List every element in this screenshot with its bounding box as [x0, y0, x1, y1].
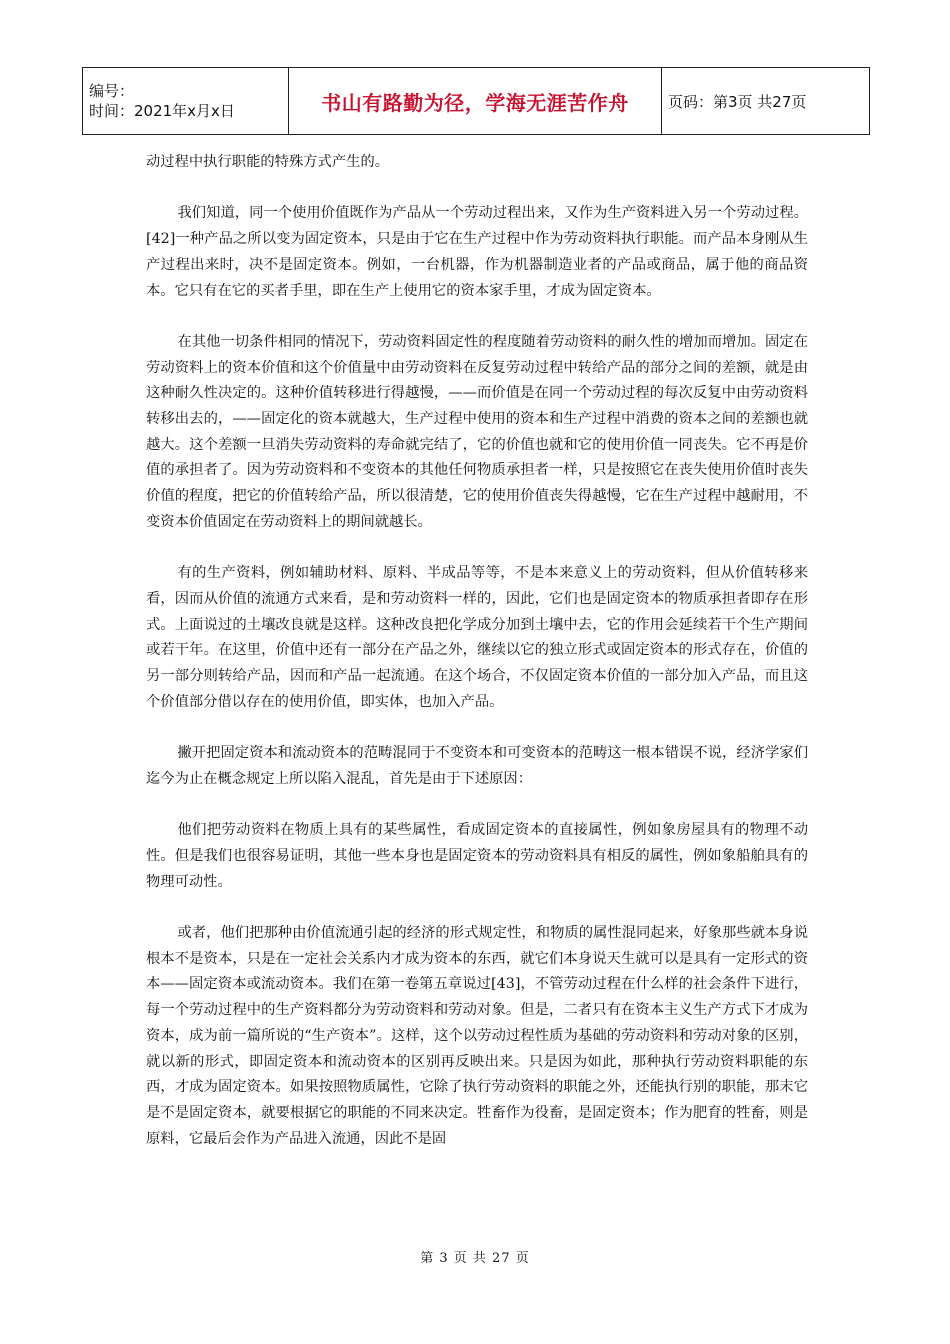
paragraph: 撇开把固定资本和流动资本的范畴混同于不变资本和可变资本的范畴这一根本错误不说，经济学家们迄今为止在概念规定上所以陷入混乱，首先是由于下述原因：: [146, 745, 808, 787]
paragraph: 他们把劳动资料在物质上具有的某些属性，看成固定资本的直接属性，例如象房屋具有的物理不动性。但是我们也很容易证明，其他一些本身也是固定资本的劳动资料具有相反的属性，例如象船舶具有的物理可动性。: [146, 822, 808, 890]
paragraph: 我们知道，同一个使用价值既作为产品从一个劳动过程出来，又作为生产资料进入另一个劳动过程。[42]一种产品之所以变为固定资本，只是由于它在生产过程中作为劳动资料执行职能。而产品本身刚从生产过程出来时，决不是固定资本。例如，一台机器，作为机器制造业者的产品或商品，属于他的商品资本。它只有在它的买者手里，即在生产上使用它的资本家手里，才成为固定资本。: [146, 205, 808, 299]
header-meta-cell: [83, 68, 289, 135]
page-footer: 第 3 页 共 27 页: [420, 1251, 530, 1266]
document-time-label: 时间：2021年x月x日: [89, 102, 235, 120]
header-motto: 书山有路勤为径，学海无涯苦作舟: [289, 68, 662, 135]
header-page-indicator: 页码：第3页 共27页: [662, 68, 870, 135]
document-body: [146, 150, 808, 1178]
paragraph: 有的生产资料，例如辅助材料、原料、半成品等等，不是本来意义上的劳动资料，但从价值转移来看，因而从价值的流通方式来看，是和劳动资料一样的，因此，它们也是固定资本的物质承担者即存在形式。上面说过的土壤改良就是这样。这种改良把化学成分加到土壤中去，它的作用会延续若干个生产期间或若干年。在这里，价值中还有一部分在产品之外，继续以它的独立形式或固定资本的形式存在，价值的另一部分则转给产品，因而和产品一起流通。在这个场合，不仅固定资本价值的一部分加入产品，而且这个价值部分借以存在的使用价值，即实体，也加入产品。: [146, 565, 808, 710]
paragraph: 或者，他们把那种由价值流通引起的经济的形式规定性，和物质的属性混同起来，好象那些就本身说根本不是资本，只是在一定社会关系内才成为资本的东西，就它们本身说天生就可以是具有一定形式的资本——固定资本或流动资本。我们在第一卷第五章说过[43]，不管劳动过程在什么样的社会条件下进行，每一个劳动过程中的生产资料都分为劳动资料和劳动对象。但是，二者只有在资本主义生产方式下才成为资本，成为前一篇所说的“生产资本”。这样，这个以劳动过程性质为基础的劳动资料和劳动对象的区别，就以新的形式，即固定资本和流动资本的区别再反映出来。只是因为如此，那种执行劳动资料职能的东西，才成为固定资本。如果按照物质属性，它除了执行劳动资料的职能之外，还能执行别的职能，那末它是不是固定资本，就要根据它的职能的不同来决定。牲畜作为役畜，是固定资本；作为肥育的牲畜，则是原料，它最后会作为产品进入流通，因此不是固: [146, 925, 808, 1147]
paragraph: 动过程中执行职能的特殊方式产生的。: [146, 154, 390, 170]
document-number-label: 编号：: [89, 82, 135, 100]
page-header: [82, 67, 870, 135]
paragraph: 在其他一切条件相同的情况下，劳动资料固定性的程度随着劳动资料的耐久性的增加而增加。固定在劳动资料上的资本价值和这个价值量中由劳动资料在反复劳动过程中转给产品的部分之间的差额，就是由这种耐久性决定的。这种价值转移进行得越慢，——而价值是在同一个劳动过程的每次反复中由劳动资料转移出去的，——固定化的资本就越大，生产过程中使用的资本和生产过程中消费的资本之间的差额也就越大。这个差额一旦消失劳动资料的寿命就完结了，它的价值也就和它的使用价值一同丧失。它不再是价值的承担者了。因为劳动资料和不变资本的其他任何物质承担者一样，只是按照它在丧失使用价值时丧失价值的程度，把它的价值转给产品，所以很清楚，它的使用价值丧失得越慢，它在生产过程中越耐用，不变资本价值固定在劳动资料上的期间就越长。: [146, 333, 808, 530]
